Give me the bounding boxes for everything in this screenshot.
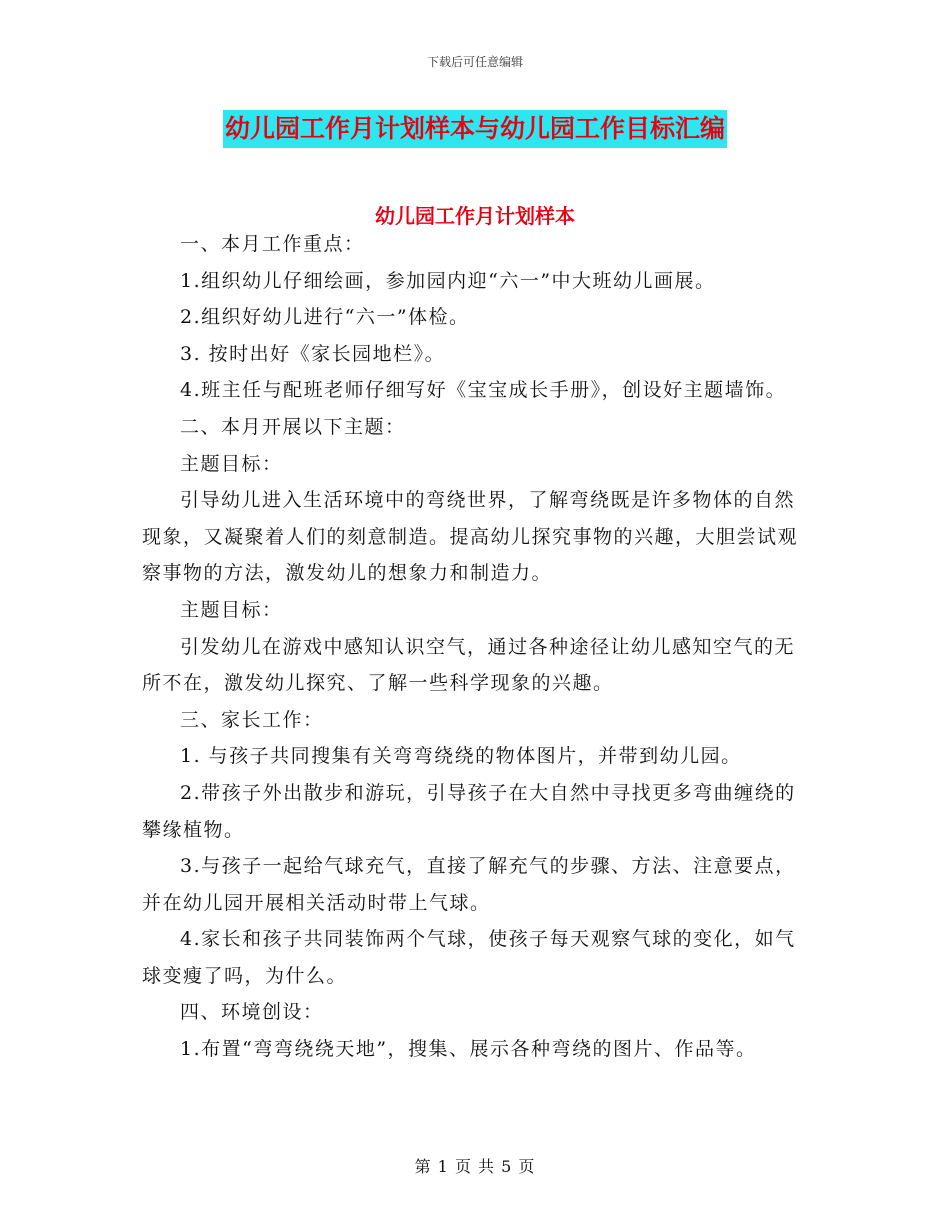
document-title bbox=[0, 110, 950, 148]
paragraph: 引发幼儿在游戏中感知认识空气，通过各种途径让幼儿感知空气的无所不在，激发幼儿探究、了解一些科学现象的兴趣。 bbox=[142, 635, 796, 695]
paragraph: 4.家长和孩子共同装饰两个气球，使孩子每天观察气球的变化，如气球变瘦了吗，为什么。 bbox=[142, 928, 796, 987]
header-note: 下载后可任意编辑 bbox=[426, 55, 523, 69]
paragraph: 2.带孩子外出散步和游玩，引导孩子在大自然中寻找更多弯曲缠绕的攀缘植物。 bbox=[142, 781, 796, 841]
paragraph: 四、环境创设： bbox=[180, 1001, 324, 1024]
paragraph: 二、本月开展以下主题： bbox=[180, 415, 406, 438]
paragraph: 4.班主任与配班老师仔细写好《宝宝成长手册》，创设好主题墙饰。 bbox=[180, 379, 787, 402]
page-number: 第 1 页 共 5 页 bbox=[414, 1157, 536, 1176]
paragraph: 1.布置“弯弯绕绕天地”，搜集、展示各种弯绕的图片、作品等。 bbox=[180, 1038, 757, 1061]
paragraph: 引导幼儿进入生活环境中的弯绕世界，了解弯绕既是许多物体的自然现象，又凝聚着人们的刻意制造。提高幼儿探究事物的兴趣，大胆尝试观察事物的方法，激发幼儿的想象力和制造力。 bbox=[142, 489, 799, 585]
paragraph: 3.与孩子一起给气球充气，直接了解充气的步骤、方法、注意要点，并在幼儿园开展相关活动时带上气球。 bbox=[142, 855, 796, 914]
document-body bbox=[142, 226, 810, 1068]
document-title-text: 幼儿园工作月计划样本与幼儿园工作目标汇编 bbox=[223, 110, 727, 148]
paragraph: 一、本月工作重点： bbox=[180, 233, 365, 255]
paragraph: 2.组织好幼儿进行“六一”体检。 bbox=[180, 306, 470, 329]
paragraph: 1.组织幼儿仔细绘画，参加园内迎“六一”中大班幼儿画展。 bbox=[180, 269, 716, 292]
paragraph: 3. 按时出好《家长园地栏》。 bbox=[180, 342, 446, 365]
paragraph: 主题目标： bbox=[180, 452, 283, 475]
paragraph: 1. 与孩子共同搜集有关弯弯绕绕的物体图片，并带到幼儿园。 bbox=[180, 745, 742, 768]
paragraph: 主题目标： bbox=[180, 598, 283, 621]
section-title: 幼儿园工作月计划样本 bbox=[375, 204, 575, 228]
paragraph: 三、家长工作： bbox=[180, 708, 324, 731]
